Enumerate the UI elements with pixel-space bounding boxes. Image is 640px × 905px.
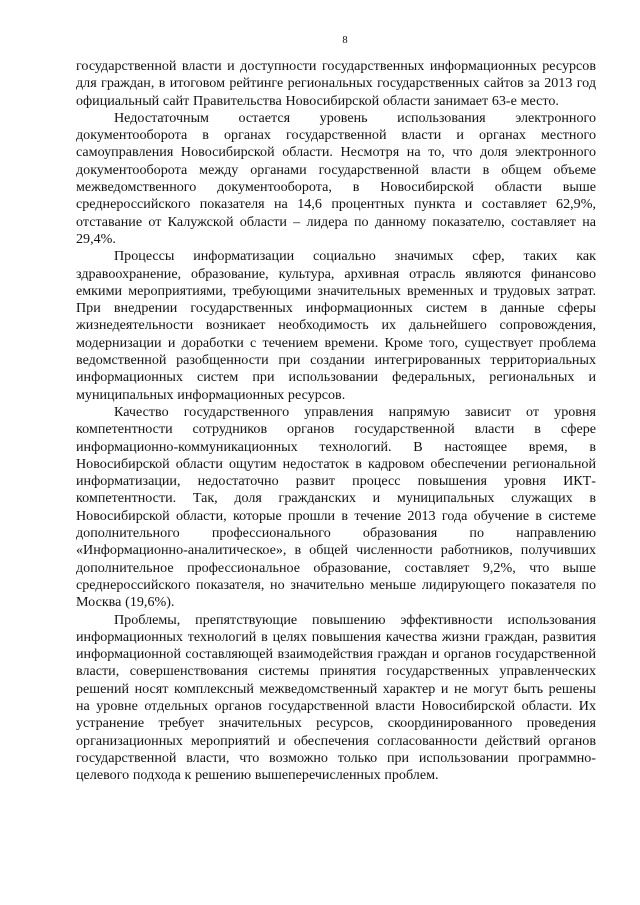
paragraph-competence: Качество государственного управления напрямую зависит от уровня компетентности сотрудников органов государственной власти в сфере информационно-коммуникационных технологий. В настоящее время, в Новосибирской области ощутим недостаток в кадровом обеспечении региональной информатизации, недостаточно развит процесс повышения уровня ИКТ-компетентности. Так, доля гражданских и муниципальных служащих в Новосибирской области, которые прошли в течение 2013 года обучение в системе дополнительного профессионального образования по направлению «Информационно-аналитическое», в общей численности работников, получивших дополнительное профессиональное образование, составляет 9,2%, что выше среднероссийского показателя, но значительно меньше лидирующего показателя по Москва (19,6%). — [76, 403, 596, 611]
paragraph-problems: Проблемы, препятствующие повышению эффективности использования информационных технологий в целях повышения качества жизни граждан, развития информационной составляющей взаимодействия граждан и органов государственной власти, совершенствования системы принятия государственных управленческих решений носят комплексный межведомственный характер и не могут быть решены на уровне отдельных органов государственной власти Новосибирской области. Их устранение требует значительных ресурсов, скоординированного проведения организационных мероприятий и обеспечения согласованности действий органов государственной власти, что возможно только при использовании программно-целевого подхода к решению вышеперечисленных проблем. — [76, 611, 596, 784]
paragraph-document-flow: Недостаточным остается уровень использования электронного документооборота в органах государственной власти и органах местного самоуправления Новосибирской области. Несмотря на то, что доля электронного документооборота между органами государственной власти в общем объеме межведомственного документооборота, в Новосибирской области выше среднероссийского показателя на 14,6 процентных пункта и составляет 62,9%, отставание от Калужской области – лидера по данному показателю, составляет на 29,4%. — [76, 109, 596, 247]
page-number: 8 — [342, 35, 348, 46]
paragraph-continuation: государственной власти и доступности государственных информационных ресурсов для граждан, в итоговом рейтинге региональных государственных сайтов за 2013 год официальный сайт Правительства Новосибирской области занимает 63-е место. — [76, 58, 596, 109]
paragraph-informatization: Процессы информатизации социально значимых сфер, таких как здравоохранение, образование, культура, архивная отрасль являются финансово емкими мероприятиями, требующими значительных временных и трудовых затрат. При внедрении государственных информационных систем в данные сферы жизнедеятельности возникает необходимость их дальнейшего сопровождения, модернизации и доработки с течением времени. Кроме того, существует проблема ведомственной разобщенности при создании интегрированных территориальных информационных систем при использовании федеральных, региональных и муниципальных информационных ресурсов. — [76, 248, 596, 403]
